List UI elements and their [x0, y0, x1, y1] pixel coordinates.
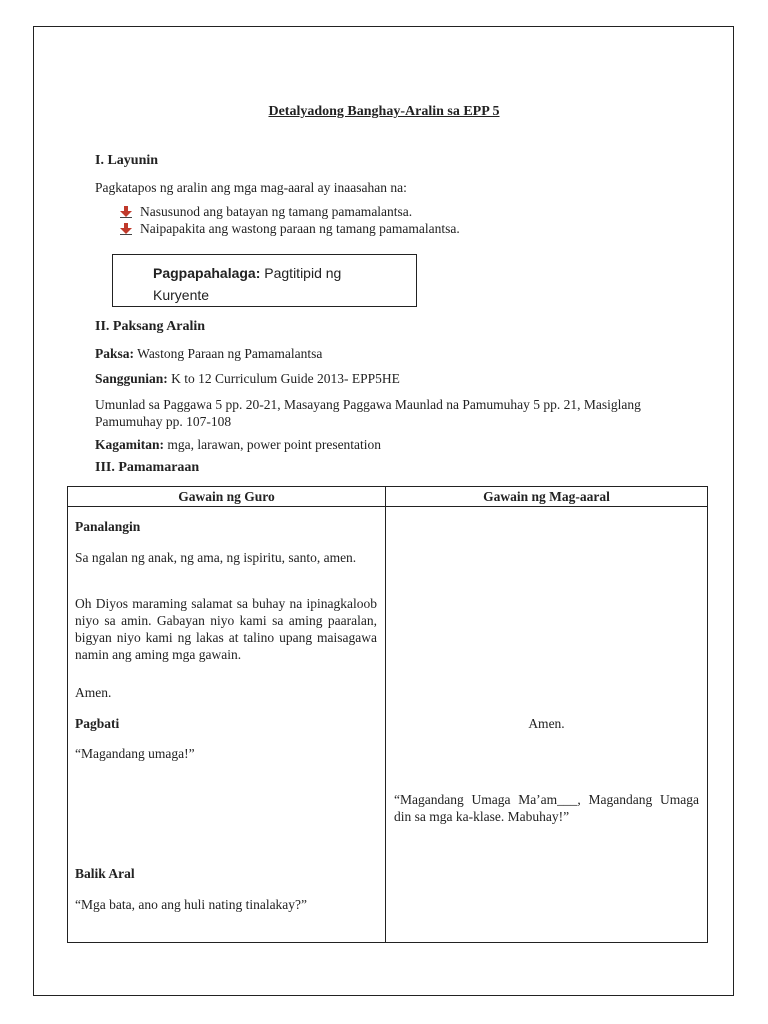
- pagbati-label: Pagbati: [75, 716, 120, 731]
- sanggunian-value: K to 12 Curriculum Guide 2013- EPP5HE: [171, 371, 400, 386]
- kagamitan-line: [95, 436, 381, 453]
- sources-text: Umunlad sa Paggawa 5 pp. 20-21, Masayang Paggawa Maunlad na Pamumuhay 5 pp. 21, Masiglang Pamumuhay pp. 107-108: [95, 397, 641, 429]
- layunin-heading: I. Layunin: [95, 153, 159, 168]
- paksa-line: [95, 345, 322, 362]
- paksa-value: Wastong Paraan ng Pamamalantsa: [137, 346, 323, 361]
- sanggunian-line: [95, 370, 400, 387]
- procedure-table: [67, 486, 708, 943]
- layunin-bullet-text: Naipapakita ang wastong paraan ng tamang pamamalantsa.: [140, 221, 460, 236]
- paksang-aralin-heading: II. Paksang Aralin: [95, 319, 206, 334]
- kagamitan-label: Kagamitan:: [95, 437, 164, 452]
- guro-cell: [68, 507, 386, 943]
- pagpapahalaga-box: [112, 254, 417, 307]
- sanggunian-label: Sanggunian:: [95, 371, 168, 386]
- down-arrow-bullet-icon: [120, 206, 132, 218]
- panalangin-label: Panalangin: [75, 519, 141, 534]
- down-arrow-bullet-icon: [120, 223, 132, 235]
- layunin-bullet-1: [120, 204, 412, 220]
- pagpapahalaga-label: Pagpapahalaga:: [153, 265, 261, 281]
- document-title: Detalyadong Banghay-Aralin sa EPP 5: [268, 104, 500, 119]
- balik-aral-text: “Mga bata, ano ang huli nating tinalakay?”: [75, 897, 308, 912]
- magaaral-amen: Amen.: [528, 716, 565, 731]
- paksa-label: Paksa:: [95, 346, 135, 361]
- kagamitan-value: mga, larawan, power point presentation: [167, 437, 382, 452]
- layunin-bullet-2: [120, 221, 460, 237]
- layunin-bullet-text: Nasusunod ang batayan ng tamang pamamalantsa.: [140, 204, 413, 219]
- pamamaraan-heading: III. Pamamaraan: [95, 460, 200, 475]
- column-header-magaaral: Gawain ng Mag-aaral: [386, 487, 708, 507]
- magaaral-cell: [386, 507, 708, 943]
- balik-aral-label: Balik Aral: [75, 866, 135, 881]
- panalangin-line-1: Sa ngalan ng anak, ng ama, ng ispiritu, santo, amen.: [75, 550, 357, 565]
- guro-amen: Amen.: [75, 685, 112, 700]
- layunin-intro: Pagkatapos ng aralin ang mga mag-aaral ay inaasahan na:: [95, 180, 407, 195]
- pagbati-response: “Magandang Umaga Ma’am___, Magandang Umaga din sa mga ka-klase. Mabuhay!”: [394, 792, 699, 824]
- column-header-guro: Gawain ng Guro: [68, 487, 386, 507]
- panalangin-prayer: Oh Diyos maraming salamat sa buhay na ipinagkaloob niyo sa amin. Gabayan niyo kami sa aming paaralan, bigyan niyo kami ng lakas at talino upang maisagawa namin ang aming mga gawain.: [75, 596, 377, 662]
- pagpapahalaga-value: Pagtitipid ng Kuryente: [153, 265, 342, 303]
- pagbati-text: “Magandang umaga!”: [75, 746, 195, 761]
